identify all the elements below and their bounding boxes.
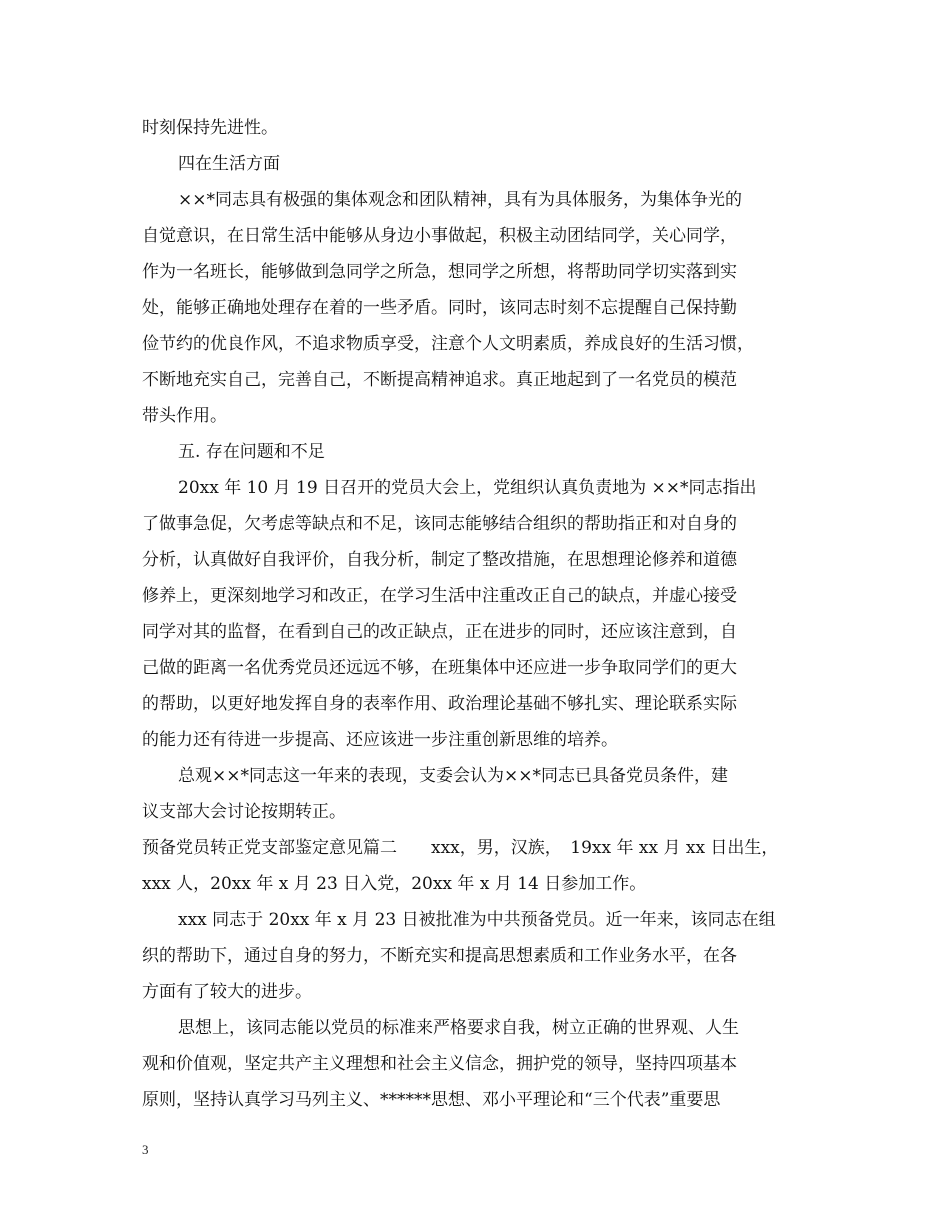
text-line: 议支部大会讨论按期转正。 (142, 802, 346, 822)
text-line: 分析，认真做好自我评价，自我分析，制定了整改措施，在思想理论修养和道德 (142, 550, 737, 570)
section-title-part-two: 预备党员转正党支部鉴定意见篇二 xxx，男，汉族， 19xx 年 xx 月 xx 日出生， (142, 838, 779, 858)
text-line: 思想上，该同志能以党员的标准来严格要求自我，树立正确的世界观、人生 (178, 1018, 739, 1038)
text-line: 带头作用。 (142, 406, 227, 426)
text-line: ××*同志具有极强的集体观念和团队精神，具有为具体服务，为集体争光的 (178, 190, 742, 210)
section-heading-problems: 五. 存在问题和不足 (178, 442, 325, 462)
text-line: 修养上，更深刻地学习和改正，在学习生活中注重改正自己的缺点，并虚心接受 (142, 586, 737, 606)
text-line: 总观××*同志这一年来的表现，支委会认为××*同志已具备党员条件，建 (178, 766, 728, 786)
text-line: 方面有了较大的进步。 (142, 982, 312, 1002)
text-line: 处，能够正确地处理存在着的一些矛盾。同时，该同志时刻不忘提醒自己保持勤 (142, 298, 737, 318)
text-line: 了做事急促，欠考虑等缺点和不足，该同志能够结合组织的帮助指正和对自身的 (142, 514, 737, 534)
text-line: 不断地充实自己，完善自己，不断提高精神追求。真正地起到了一名党员的模范 (142, 370, 737, 390)
text-line: 自觉意识，在日常生活中能够从身边小事做起，积极主动团结同学，关心同学， (142, 226, 737, 246)
text-line: 的能力还有待进一步提高、还应该进一步注重创新思维的培养。 (142, 730, 618, 750)
section-heading-life: 四在生活方面 (178, 154, 280, 174)
text-line: 观和价值观，坚定共产主义理想和社会主义信念，拥护党的领导，坚持四项基本 (142, 1054, 737, 1074)
text-line: 俭节约的优良作风，不追求物质享受，注意个人文明素质，养成良好的生活习惯， (142, 334, 754, 354)
page-number: 3 (142, 1142, 149, 1157)
text-line: 己做的距离一名优秀党员还远远不够，在班集体中还应进一步争取同学们的更大 (142, 658, 737, 678)
text-line: 同学对其的监督，在看到自己的改正缺点，正在进步的同时，还应该注意到，自 (142, 622, 737, 642)
text-line: 时刻保持先进性。 (142, 118, 278, 138)
text-line: 20xx 年 10 月 19 日召开的党员大会上，党组织认真负责地为 ××*同志指出 (178, 478, 757, 498)
text-line: 织的帮助下，通过自身的努力，不断充实和提高思想素质和工作业务水平，在各 (142, 946, 737, 966)
text-line: 的帮助，以更好地发挥自身的表率作用、政治理论基础不够扎实、理论联系实际 (142, 694, 737, 714)
text-line: 原则，坚持认真学习马列主义、******思想、邓小平理论和“三个代表”重要思 (142, 1090, 721, 1110)
text-line: xxx 人，20xx 年 x 月 23 日入党，20xx 年 x 月 14 日参加工作。 (142, 874, 647, 894)
text-line: 作为一名班长，能够做到急同学之所急，想同学之所想，将帮助同学切实落到实 (142, 262, 737, 282)
text-line: xxx 同志于 20xx 年 x 月 23 日被批准为中共预备党员。近一年来，该同志在组 (178, 910, 776, 930)
